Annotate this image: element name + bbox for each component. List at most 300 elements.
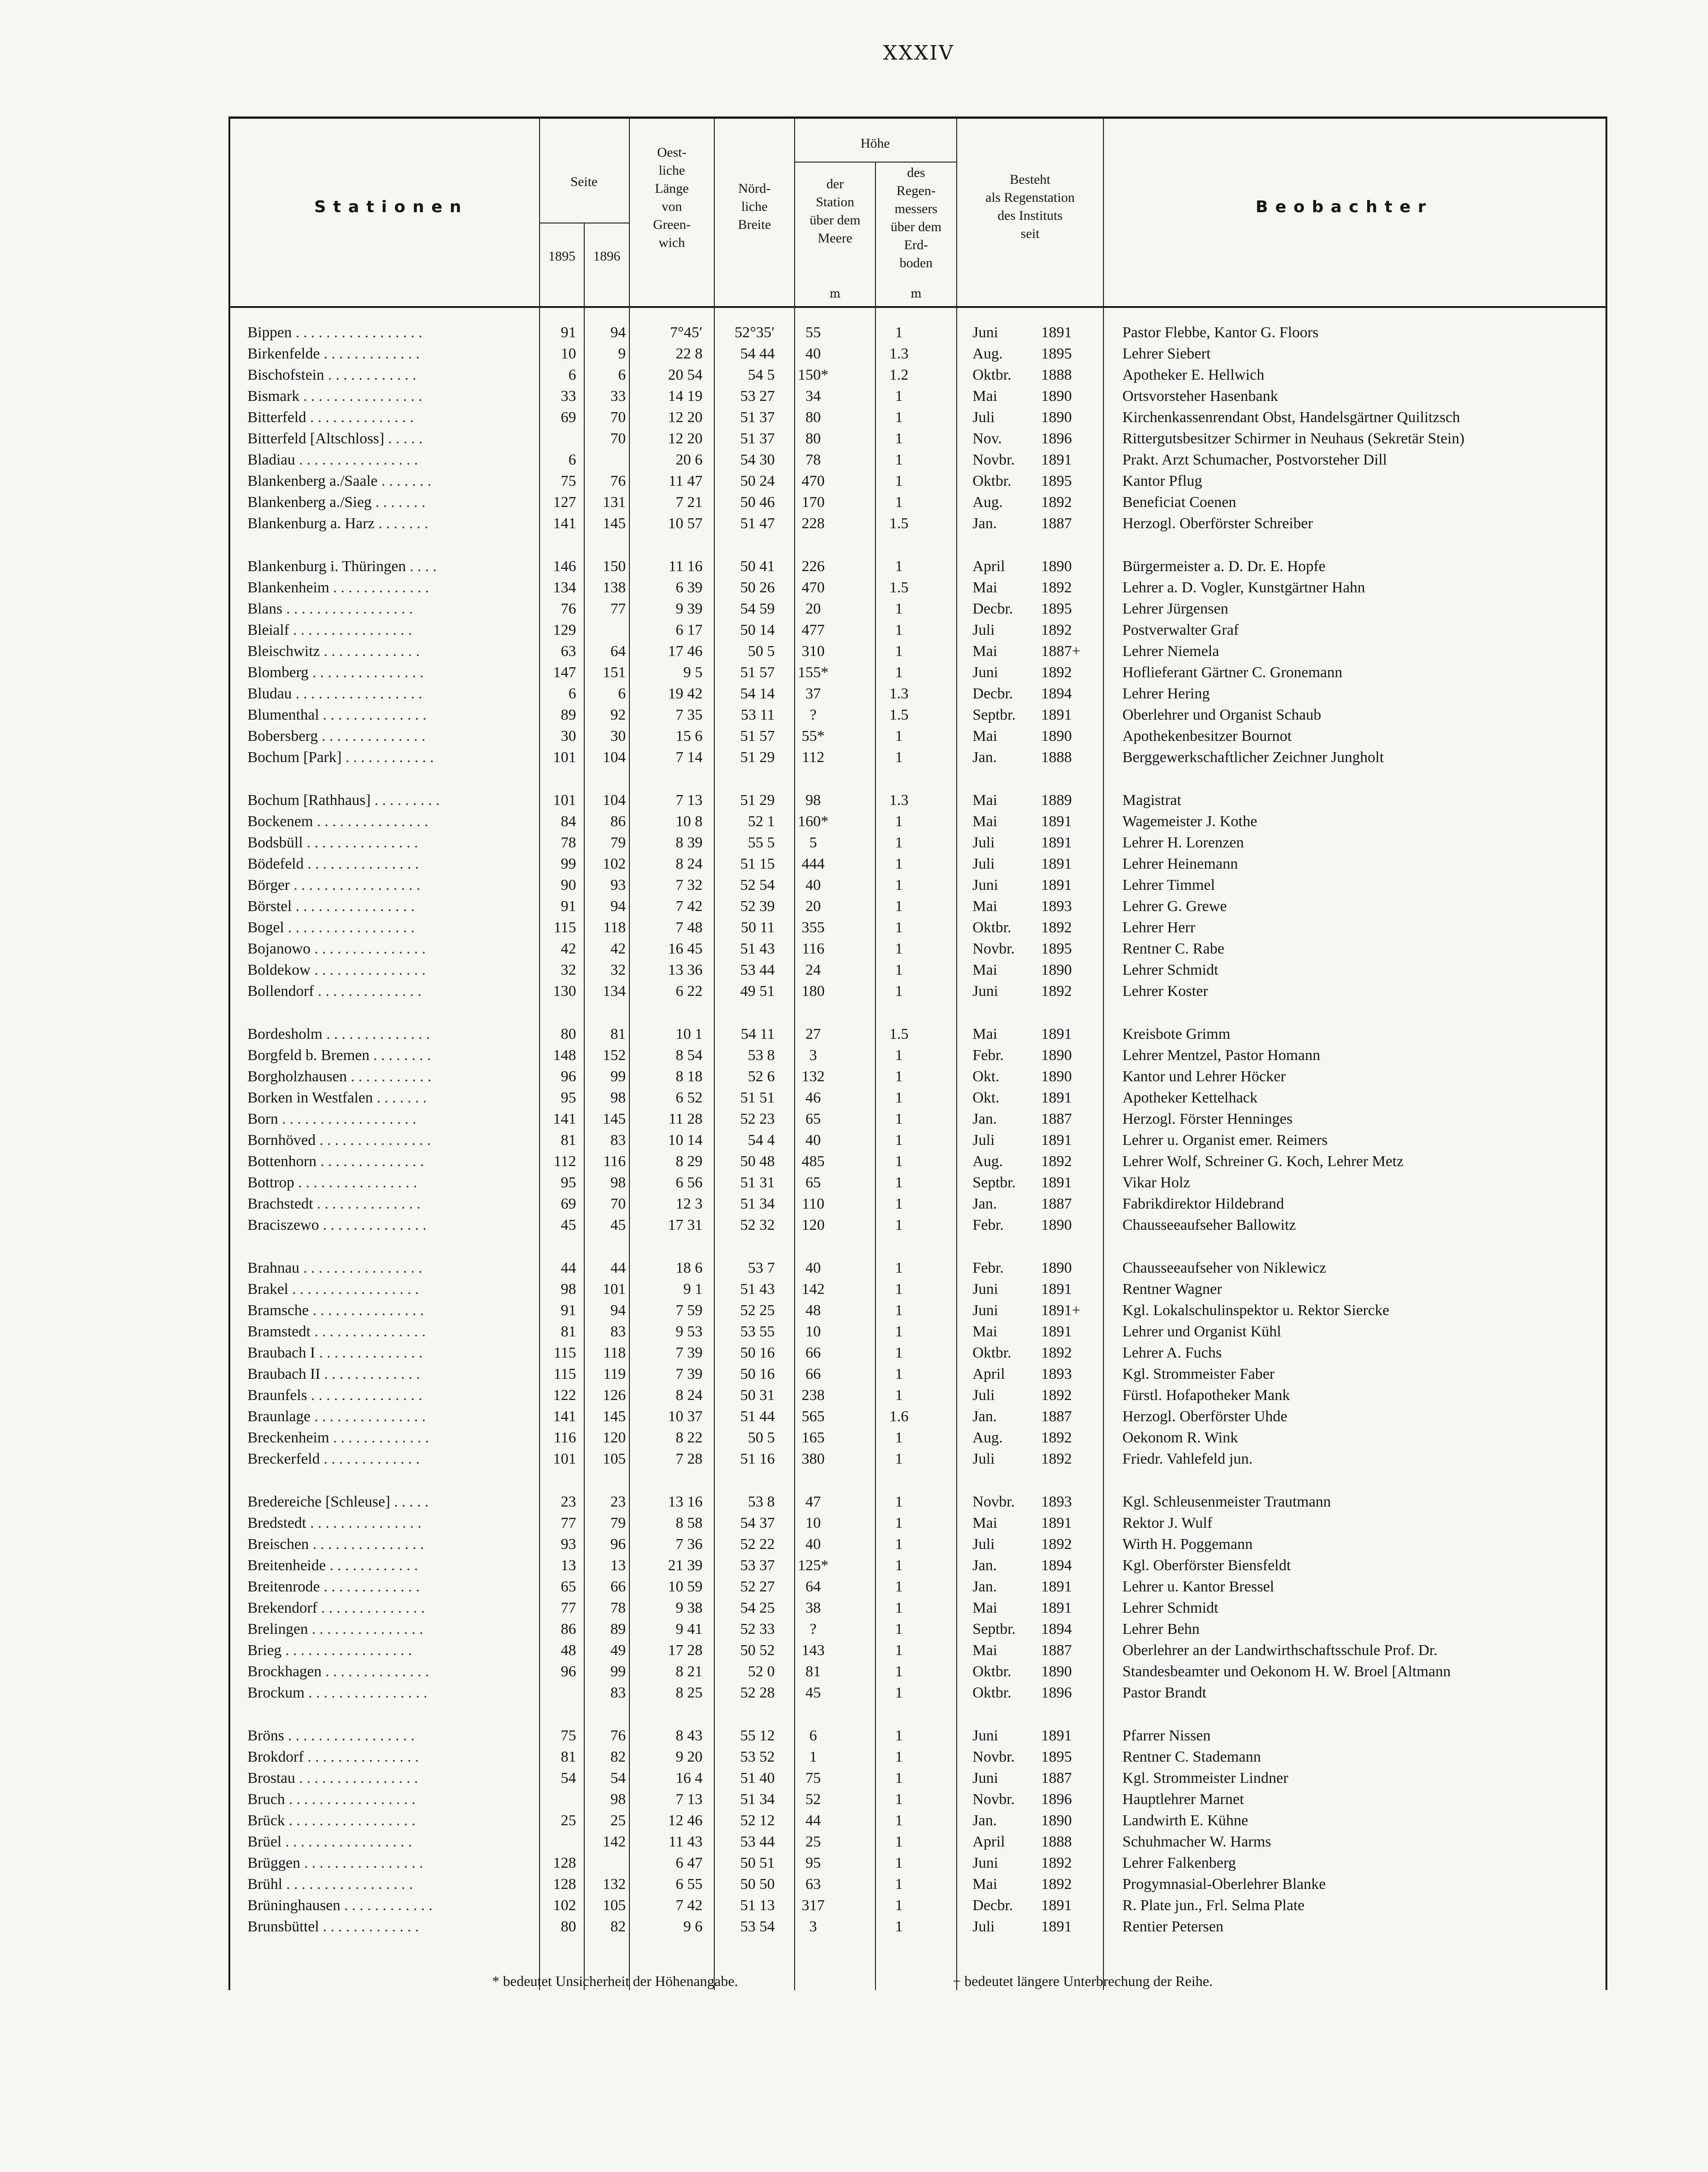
observer: Lehrer Schmidt	[1122, 962, 1219, 978]
dot-leader: . . . . . . . . . . . . . . . .	[295, 451, 418, 468]
seite-1896: 42	[610, 940, 626, 957]
table-row	[228, 959, 1607, 981]
seite-1895: 128	[553, 1876, 576, 1893]
longitude: 8 24	[675, 1387, 703, 1404]
height-gauge: 1	[895, 664, 903, 681]
since-month: Juli	[973, 1536, 995, 1553]
seite-1895: 32	[561, 962, 576, 978]
height-station: 125*	[798, 1557, 828, 1574]
longitude: 8 18	[675, 1068, 703, 1085]
dot-leader: . . . . . . . . . . . . . . .	[303, 834, 418, 851]
table-row	[228, 1448, 1607, 1470]
dot-leader: . . . . . . . . . . . . . . .	[308, 1621, 424, 1637]
longitude: 6 52	[675, 1089, 703, 1106]
dot-leader: . . . . . . . . . . . . .	[319, 1918, 419, 1935]
latitude: 54 37	[740, 1515, 775, 1531]
height-gauge: 1	[895, 622, 903, 638]
since-year: 1896	[1041, 430, 1072, 447]
longitude: 6 47	[675, 1855, 703, 1871]
seite-1895: 115	[554, 1366, 576, 1382]
table-row	[228, 747, 1607, 768]
dot-leader: . . . . . . . . . . . . . . .	[306, 1515, 422, 1531]
seite-1896: 25	[610, 1812, 626, 1829]
since-month: Juli	[973, 622, 995, 638]
since-year: 1892	[1041, 1855, 1072, 1871]
observer: Apothekenbesitzer Bournot	[1122, 728, 1292, 744]
dot-leader: . . . . . . . . . . . . . . . . .	[292, 685, 423, 702]
observer: Lehrer G. Grewe	[1122, 898, 1227, 915]
longitude: 6 17	[675, 622, 703, 638]
since-year: 1892	[1041, 1344, 1072, 1361]
since-month: Aug.	[973, 345, 1003, 362]
dot-leader: . . . . . . .	[377, 473, 432, 489]
dot-leader: . . . . . . . . . . . . . .	[316, 1153, 424, 1170]
height-gauge: 1	[895, 1068, 903, 1085]
since-year: 1891	[1041, 834, 1072, 851]
height-station: 80	[805, 430, 821, 447]
seite-1896: 93	[610, 877, 626, 893]
latitude: 52 28	[740, 1684, 775, 1701]
table-row	[228, 1661, 1607, 1682]
station-name: Bitterfeld [Altschloss] . . . . .	[247, 430, 423, 447]
since-year: 1892	[1041, 579, 1072, 596]
observer: Kantor und Lehrer Höcker	[1122, 1068, 1286, 1085]
since-year: 1887	[1041, 1408, 1072, 1425]
seite-1896: 13	[610, 1557, 626, 1574]
since-month: Mai	[973, 728, 997, 744]
dot-leader: . . . . . . . . . . . . . . . . .	[284, 1727, 415, 1744]
seite-1896: 44	[610, 1260, 626, 1276]
dot-leader: . . . . . . . . . . . . . . .	[310, 962, 426, 978]
seite-1896: 99	[610, 1068, 626, 1085]
latitude: 55 5	[748, 834, 775, 851]
station-name: Bludau . . . . . . . . . . . . . . . . .	[247, 685, 423, 702]
observer: Prakt. Arzt Schumacher, Postvorsteher Dill	[1122, 451, 1387, 468]
seite-1895: 23	[561, 1493, 576, 1510]
seite-1896: 104	[603, 792, 626, 809]
latitude: 50 16	[740, 1344, 775, 1361]
height-station: 380	[801, 1451, 825, 1467]
height-gauge: 1	[895, 1111, 903, 1127]
seite-1896: 70	[610, 1195, 626, 1212]
latitude: 53 52	[740, 1749, 775, 1765]
height-gauge: 1	[895, 600, 903, 617]
latitude: 50 5	[748, 1429, 775, 1446]
seite-1896: 101	[603, 1281, 626, 1298]
observer: Fürstl. Hofapotheker Mank	[1122, 1387, 1290, 1404]
since-month: Nov.	[973, 430, 1002, 447]
height-station: 3	[809, 1047, 817, 1064]
since-month: Juni	[973, 1281, 998, 1298]
table-row	[228, 1257, 1607, 1279]
latitude: 53 44	[740, 1833, 775, 1850]
seite-1896: 70	[610, 430, 626, 447]
seite-1895: 13	[561, 1557, 576, 1574]
longitude: 13 36	[668, 962, 703, 978]
height-gauge: 1	[895, 1600, 903, 1616]
latitude: 51 43	[740, 1281, 775, 1298]
since-year: 1890	[1041, 388, 1072, 405]
longitude: 17 46	[668, 643, 703, 660]
observer: Kreisbote Grimm	[1122, 1026, 1230, 1042]
longitude: 12 20	[668, 430, 703, 447]
latitude: 53 44	[740, 962, 775, 978]
seite-1895: 77	[561, 1515, 576, 1531]
table-row	[228, 407, 1607, 428]
table-row	[228, 1066, 1607, 1087]
height-gauge: 1.5	[889, 579, 909, 596]
since-month: Decbr.	[973, 600, 1013, 617]
height-station: 52	[805, 1791, 821, 1808]
height-station: 317	[801, 1897, 825, 1914]
latitude: 51 29	[740, 749, 775, 766]
seite-1896: 98	[610, 1791, 626, 1808]
seite-1895: 101	[553, 749, 576, 766]
dot-leader: . . . . . . . . . . . . . . .	[303, 1749, 419, 1765]
since-year: 1894	[1041, 1621, 1072, 1637]
beobachter-header: Beobachter	[1256, 198, 1433, 216]
height-gauge: 1	[895, 1260, 903, 1276]
since-month: Juni	[973, 1302, 998, 1319]
footer-plus-note: + bedeutet längere Unterbrechung der Reihe.	[953, 1973, 1213, 1989]
height-gauge: 1	[895, 1344, 903, 1361]
since-year: 1890	[1041, 1663, 1072, 1680]
height-station: 20	[805, 600, 821, 617]
seite-1896: 79	[610, 1515, 626, 1531]
height-station: 444	[801, 856, 825, 872]
station-name: Bochum [Rathhaus] . . . . . . . . .	[247, 792, 440, 809]
observer: Rentner C. Rabe	[1122, 940, 1224, 957]
since-year: 1892	[1041, 664, 1072, 681]
height-gauge: 1	[895, 494, 903, 511]
station-name: Bollendorf . . . . . . . . . . . . . .	[247, 983, 422, 1000]
since-year: 1891	[1041, 1600, 1072, 1616]
since-month: Jan.	[973, 749, 997, 766]
longitude: 9 38	[675, 1600, 703, 1616]
longitude: 6 39	[675, 579, 703, 596]
seite-1895: 6	[568, 451, 576, 468]
longitude: 8 58	[675, 1515, 703, 1531]
latitude: 50 50	[740, 1876, 775, 1893]
since-year: 1891	[1041, 1515, 1072, 1531]
station-name: Brostau . . . . . . . . . . . . . . . .	[247, 1770, 418, 1786]
latitude: 54 4	[748, 1132, 775, 1149]
seite-1896: 145	[603, 515, 626, 532]
table-row	[228, 492, 1607, 513]
seite-1896: 45	[610, 1217, 626, 1233]
since-year: 1891	[1041, 1089, 1072, 1106]
dot-leader: . . . . . . . . . . . . . . . . .	[284, 919, 415, 936]
since-year: 1892	[1041, 1153, 1072, 1170]
dot-leader: . . . . . . . . . . . . . . . . .	[289, 877, 420, 893]
seite-1896: 102	[603, 856, 626, 872]
latitude: 50 48	[740, 1153, 775, 1170]
seite-1896: 134	[603, 983, 626, 1000]
seite-1895: 127	[553, 494, 576, 511]
since-year: 1892	[1041, 1429, 1072, 1446]
station-name: Bruch . . . . . . . . . . . . . . . . .	[247, 1791, 416, 1808]
since-year: 1890	[1041, 1068, 1072, 1085]
latitude: 50 41	[740, 558, 775, 575]
longitude: 7 42	[675, 898, 703, 915]
since-year: 1892	[1041, 1387, 1072, 1404]
seite-1895: 42	[561, 940, 576, 957]
seite-1895: 146	[553, 558, 576, 575]
unit-station-m: m	[829, 287, 841, 301]
height-station: 98	[805, 792, 821, 809]
longitude: 13 16	[668, 1493, 703, 1510]
dot-leader: . . . . . . . . . . . . . . .	[310, 1408, 426, 1425]
seite-1895: 65	[561, 1578, 576, 1595]
since-month: Novbr.	[973, 1791, 1015, 1808]
dot-leader: . . . . . . . . . . .	[347, 1068, 432, 1085]
since-month: Okt.	[973, 1068, 1000, 1085]
observer: Hoflieferant Gärtner C. Gronemann	[1122, 664, 1343, 681]
latitude: 51 44	[740, 1408, 775, 1425]
latitude: 51 34	[740, 1791, 775, 1808]
seite-1895: 112	[554, 1153, 576, 1170]
table-row	[228, 428, 1607, 449]
height-station: 66	[805, 1366, 821, 1382]
height-station: 116	[802, 940, 824, 957]
seite-1895: 76	[561, 600, 576, 617]
seite-1896: 145	[603, 1408, 626, 1425]
latitude: 53 54	[740, 1918, 775, 1935]
longitude: 8 22	[675, 1429, 703, 1446]
longitude: 7 21	[675, 494, 703, 511]
observer: Chausseeaufseher von Niklewicz	[1122, 1260, 1326, 1276]
seite-1895: 6	[568, 367, 576, 383]
seite-1896: 92	[610, 707, 626, 723]
since-month: Juli	[973, 409, 995, 426]
height-gauge: 1	[895, 1897, 903, 1914]
height-station: 27	[805, 1026, 821, 1042]
seite-1896: 30	[610, 728, 626, 744]
latitude: 52 25	[740, 1302, 775, 1319]
height-gauge: 1	[895, 1515, 903, 1531]
table-row	[228, 1363, 1607, 1385]
dot-leader: . . . . . . . . . . . . . . . . .	[285, 1812, 416, 1829]
since-year: 1891	[1041, 1897, 1072, 1914]
longitude: 17 28	[668, 1642, 703, 1659]
height-gauge: 1	[895, 558, 903, 575]
station-name: Brück . . . . . . . . . . . . . . . . .	[247, 1812, 416, 1829]
longitude: 20 6	[675, 451, 703, 468]
station-name: Braubach I . . . . . . . . . . . . . .	[247, 1344, 423, 1361]
stations-table	[228, 116, 1607, 1990]
dot-leader: . . . .	[405, 558, 437, 575]
seite-1895: 10	[561, 345, 576, 362]
height-gauge: 1	[895, 1876, 903, 1893]
longitude: 20 54	[668, 367, 703, 383]
table-row	[228, 577, 1607, 598]
longitude: 9 41	[675, 1621, 703, 1637]
observer: Lehrer Behn	[1122, 1621, 1200, 1637]
since-month: Jan.	[973, 515, 997, 532]
height-gauge: 1.3	[889, 792, 909, 809]
seite-1895: 115	[554, 1344, 576, 1361]
station-name: Born . . . . . . . . . . . . . . . . . .	[247, 1111, 416, 1127]
dot-leader: . . . . . . . . . . . . . . . .	[292, 898, 415, 915]
longitude: 10 1	[675, 1026, 703, 1042]
since-month: Mai	[973, 1323, 997, 1340]
dot-leader: . . . . . . . . . . . . .	[320, 345, 420, 362]
station-name: Brüggen . . . . . . . . . . . . . . . .	[247, 1855, 424, 1871]
station-name: Brelingen . . . . . . . . . . . . . . .	[247, 1621, 424, 1637]
table-row	[228, 1279, 1607, 1300]
since-month: Septbr.	[973, 707, 1016, 723]
height-gauge: 1.5	[889, 707, 909, 723]
dot-leader: . . . . . . . . . . . . . . . .	[294, 1174, 417, 1191]
longitude: 7 59	[675, 1302, 703, 1319]
height-station: 63	[805, 1876, 821, 1893]
footer-star-note: * bedeutet Unsicherheit der Höhenangabe.	[492, 1973, 738, 1989]
seite-1896: 105	[603, 1897, 626, 1914]
height-gauge: 1	[895, 1621, 903, 1637]
observer: Kgl. Schleusenmeister Trautmann	[1122, 1493, 1331, 1510]
observer: Wirth H. Poggemann	[1122, 1536, 1253, 1553]
height-gauge: 1	[895, 728, 903, 744]
observer: Lehrer u. Organist emer. Reimers	[1122, 1132, 1328, 1149]
since-year: 1892	[1041, 1876, 1072, 1893]
seite-1896: 83	[610, 1323, 626, 1340]
height-station: 40	[805, 1260, 821, 1276]
height-gauge: 1	[895, 834, 903, 851]
observer: Landwirth E. Kühne	[1122, 1812, 1248, 1829]
height-gauge: 1	[895, 643, 903, 660]
height-gauge: 1	[895, 1387, 903, 1404]
height-gauge: 1	[895, 940, 903, 957]
observer: Ortsvorsteher Hasenbank	[1122, 388, 1278, 405]
since-month: Juni	[973, 1855, 998, 1871]
observer: Kgl. Oberförster Biensfeldt	[1122, 1557, 1291, 1574]
latitude: 50 51	[740, 1855, 775, 1871]
seite-1896: 116	[603, 1153, 626, 1170]
latitude: 51 47	[740, 515, 775, 532]
since-year: 1893	[1041, 898, 1072, 915]
station-name: Bleialf . . . . . . . . . . . . . . . .	[247, 622, 412, 638]
station-name: Bojanowo . . . . . . . . . . . . . . .	[247, 940, 426, 957]
seite-1895: 75	[561, 1727, 576, 1744]
table-row	[228, 1895, 1607, 1916]
since-month: Juni	[973, 1770, 998, 1786]
station-name: Breitenheide . . . . . . . . . . . .	[247, 1557, 418, 1574]
seite-1895: 54	[561, 1770, 576, 1786]
dot-leader: . . . . . . . . . . . . . .	[317, 1600, 425, 1616]
observer: Oekonom R. Wink	[1122, 1429, 1238, 1446]
since-year: 1891	[1041, 856, 1072, 872]
besteht-header: Besteht als Regenstation des Instituts seit	[985, 172, 1075, 241]
latitude: 52 39	[740, 898, 775, 915]
since-month: Jan.	[973, 1111, 997, 1127]
table-row	[228, 726, 1607, 747]
seite-1895: 141	[553, 1111, 576, 1127]
dot-leader: . . . . . . . . . . . . . .	[313, 1195, 421, 1212]
station-name: Bornhöved . . . . . . . . . . . . . . .	[247, 1132, 431, 1149]
since-month: Novbr.	[973, 1493, 1015, 1510]
height-station: 228	[801, 515, 825, 532]
height-station: 44	[805, 1812, 821, 1829]
dot-leader: . . . . . . . . . . . . . . . . .	[292, 324, 423, 341]
height-gauge: 1	[895, 409, 903, 426]
longitude: 17 31	[668, 1217, 703, 1233]
seite-1895: 44	[561, 1260, 576, 1276]
station-name: Brakel . . . . . . . . . . . . . . . . .	[247, 1281, 419, 1298]
since-year: 1892	[1041, 622, 1072, 638]
table-row	[228, 1321, 1607, 1342]
observer: Postverwalter Graf	[1122, 622, 1239, 638]
height-gauge: 1	[895, 1174, 903, 1191]
station-name: Bröns . . . . . . . . . . . . . . . . .	[247, 1727, 415, 1744]
height-gauge: 1	[895, 1323, 903, 1340]
seite-1896: 49	[610, 1642, 626, 1659]
station-name: Braubach II . . . . . . . . . . . . .	[247, 1366, 420, 1382]
table-row	[228, 1087, 1607, 1108]
station-name: Bockenem . . . . . . . . . . . . . . .	[247, 813, 428, 830]
longitude: 6 55	[675, 1876, 703, 1893]
station-name: Brachstedt . . . . . . . . . . . . . .	[247, 1195, 421, 1212]
longitude: 7 39	[675, 1344, 703, 1361]
observer: Berggewerkschaftlicher Zeichner Jungholt	[1122, 749, 1384, 766]
longitude: 7 35	[675, 707, 703, 723]
dot-leader: . . . . . . . . . . . . . . . . .	[282, 600, 413, 617]
seite-1895: 48	[561, 1642, 576, 1659]
page-number: XXXIV	[883, 42, 955, 65]
oestliche-laenge-header: Oest- liche Länge von Green- wich	[653, 145, 691, 250]
table-row	[228, 917, 1607, 938]
since-year: 1888	[1041, 1833, 1072, 1850]
since-month: Mai	[973, 898, 997, 915]
since-year: 1890	[1041, 558, 1072, 575]
seite-1895: 91	[561, 1302, 576, 1319]
table-row	[228, 1427, 1607, 1448]
seite-1895: 101	[553, 1451, 576, 1467]
station-name: Brockhagen . . . . . . . . . . . . . .	[247, 1663, 429, 1680]
height-gauge: 1	[895, 749, 903, 766]
table-row	[228, 1576, 1607, 1597]
since-year: 1890	[1041, 1217, 1072, 1233]
since-month: Mai	[973, 1600, 997, 1616]
seite-1896: 76	[610, 1727, 626, 1744]
table-row	[228, 1172, 1607, 1193]
dot-leader: . . . . . . . . . . . . . . .	[310, 940, 426, 957]
height-gauge: 1	[895, 983, 903, 1000]
latitude: 50 31	[740, 1387, 775, 1404]
table-row	[228, 832, 1607, 853]
seite-1895: 130	[553, 983, 576, 1000]
seite-1896: 105	[603, 1451, 626, 1467]
height-station: 238	[801, 1387, 825, 1404]
latitude: 52 22	[740, 1536, 775, 1553]
longitude: 18 6	[675, 1260, 703, 1276]
since-year: 1891	[1041, 1578, 1072, 1595]
since-month: Juli	[973, 1918, 995, 1935]
height-gauge: 1	[895, 919, 903, 936]
observer: Kgl. Strommeister Lindner	[1122, 1770, 1289, 1786]
latitude: 53 55	[740, 1323, 775, 1340]
longitude: 8 29	[675, 1153, 703, 1170]
since-month: Oktbr.	[973, 1684, 1011, 1701]
height-station: 64	[805, 1578, 821, 1595]
table-row	[228, 853, 1607, 874]
latitude: 51 29	[740, 792, 775, 809]
table-row	[228, 1555, 1607, 1576]
table-row	[228, 470, 1607, 492]
height-station: 355	[801, 919, 825, 936]
observer: Lehrer Heinemann	[1122, 856, 1238, 872]
dot-leader: . . . . . . . . . . . . . .	[318, 728, 426, 744]
hoehe-station-header: der Station über dem Meere	[810, 177, 861, 246]
